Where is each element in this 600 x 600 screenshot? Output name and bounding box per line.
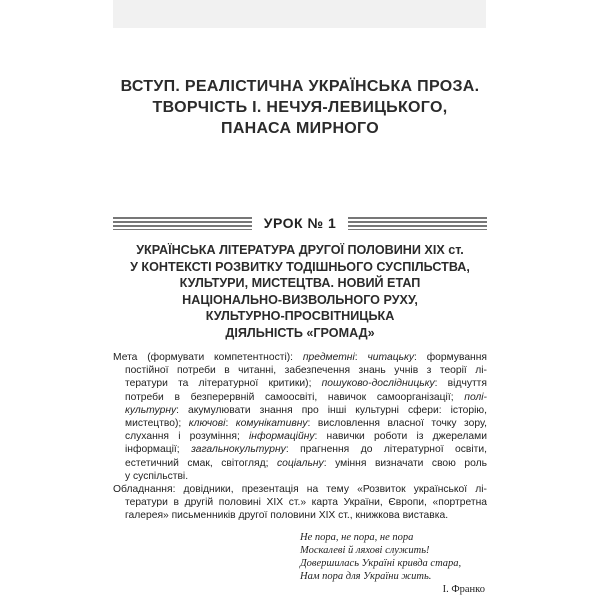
lesson-title-line: УКРАЇНСЬКА ЛІТЕРАТУРА ДРУГОЇ ПОЛОВИНИ XIX ст. [136, 243, 464, 257]
decorative-stripes-right [348, 217, 487, 230]
lesson-title-line: КУЛЬТУРИ, МИСТЕЦТВА. НОВИЙ ЕТАП [179, 276, 421, 291]
equipment-line: тератури в другій половині XIX ст.» карта України, Європи, «портретна [125, 497, 487, 509]
equipment-text: : довідники, презентація на тему «Розвиток української лі- [172, 483, 487, 495]
goal-text: інформації; [125, 444, 180, 456]
section-title-line: ТВОРЧІСТЬ І. НЕЧУЯ-ЛЕВИЦЬКОГО, [152, 99, 448, 116]
goal-line [113, 404, 487, 417]
section-title-line: ПАНАСА МИРНОГО [221, 120, 379, 137]
epigraph-line: Не пора, не пора, не пора [300, 532, 414, 543]
goal-text: : прагнення до літературної освіти, [285, 444, 487, 456]
goal-line [113, 443, 487, 456]
goal-text: потреби в безперервній самоосвіті, навичок самоорганізації; [125, 391, 454, 403]
goal-text: : формування [414, 352, 487, 363]
section-title [80, 76, 520, 139]
epigraph-author: І. Франко [442, 584, 485, 595]
lesson-title-line: НАЦІОНАЛЬНО-ВИЗВОЛЬНОГО РУХУ, [182, 292, 418, 307]
lesson-title [113, 242, 487, 342]
search-label: пошуково-дослідницьку [321, 378, 435, 390]
equipment-line: галерея» письменників другої половини XIX ст., книжкова виставка. [125, 510, 449, 522]
general-label: загальнокультурну [191, 444, 286, 456]
epigraph-line: Нам пора для України жить. [300, 570, 432, 582]
goal-line [113, 377, 487, 390]
cultural-label: культурну [125, 404, 177, 416]
epigraph-line: Довершилась Україні кривда стара, [300, 557, 462, 569]
goal-line [113, 457, 487, 470]
equipment-line [113, 483, 487, 496]
informational-label: інформаційну [249, 431, 315, 443]
goal-line [113, 430, 487, 443]
equipment-label: Обладнання [113, 483, 173, 495]
page-header-band [113, 0, 486, 28]
goal-text: : відчуття [434, 378, 487, 390]
section-title-line: ВСТУП. РЕАЛІСТИЧНА УКРАЇНСЬКА ПРОЗА. [120, 78, 480, 95]
goal-text: слухання і розуміння; [125, 431, 240, 443]
reader-label: читацьку [367, 352, 415, 363]
lesson-body [113, 351, 487, 522]
key-label: ключові [188, 417, 226, 429]
lesson-title-line: У КОНТЕКСТІ РОЗВИТКУ ТОДІШНЬОГО СУСПІЛЬСТВА, [130, 259, 470, 274]
decorative-stripes-left [113, 217, 252, 230]
goal-line: Мета (формувати компетентності): предметні: читацьку: формування [113, 352, 487, 363]
subject-label: предметні [302, 352, 355, 363]
goal-text: : уміння визначати свою роль [323, 457, 488, 469]
goal-line: у суспільстві. [125, 470, 189, 482]
communicative-label: комунікативну [235, 417, 308, 429]
goal-text: : акумулювати знання про інші культурні сфери: історію, [176, 404, 487, 416]
goal-text: тератури та літературної критики); [125, 378, 312, 390]
goal-label: Мета (формувати компетентності) [113, 352, 291, 363]
goal-text: : висловлення власної точку зору, [307, 417, 487, 429]
goal-text: мистецтво); [125, 417, 182, 429]
lesson-header-bar [113, 209, 487, 237]
goal-line: постійної потреби в читанні, забезпечення знань учнів з теорії лі- [125, 365, 487, 377]
poli-label: полі- [464, 391, 487, 403]
lesson-title-line: КУЛЬТУРНО-ПРОСВІТНИЦЬКА [205, 309, 395, 324]
social-label: соціальну [277, 457, 324, 469]
lesson-number: УРОК № 1 [263, 215, 337, 231]
goal-line [113, 391, 487, 404]
lesson-title-line: ДІЯЛЬНІСТЬ «ГРОМАД» [225, 325, 375, 340]
goal-text: : навички роботи із джерелами [314, 431, 487, 443]
goal-text: естетичний смак, світогляд; [125, 457, 269, 469]
epigraph [300, 532, 490, 584]
epigraph-line: Москалеві й ляхові служить! [300, 544, 430, 556]
goal-line: мистецтво); ключові: комунікативну: висловлення власної точку зору, [125, 417, 487, 429]
